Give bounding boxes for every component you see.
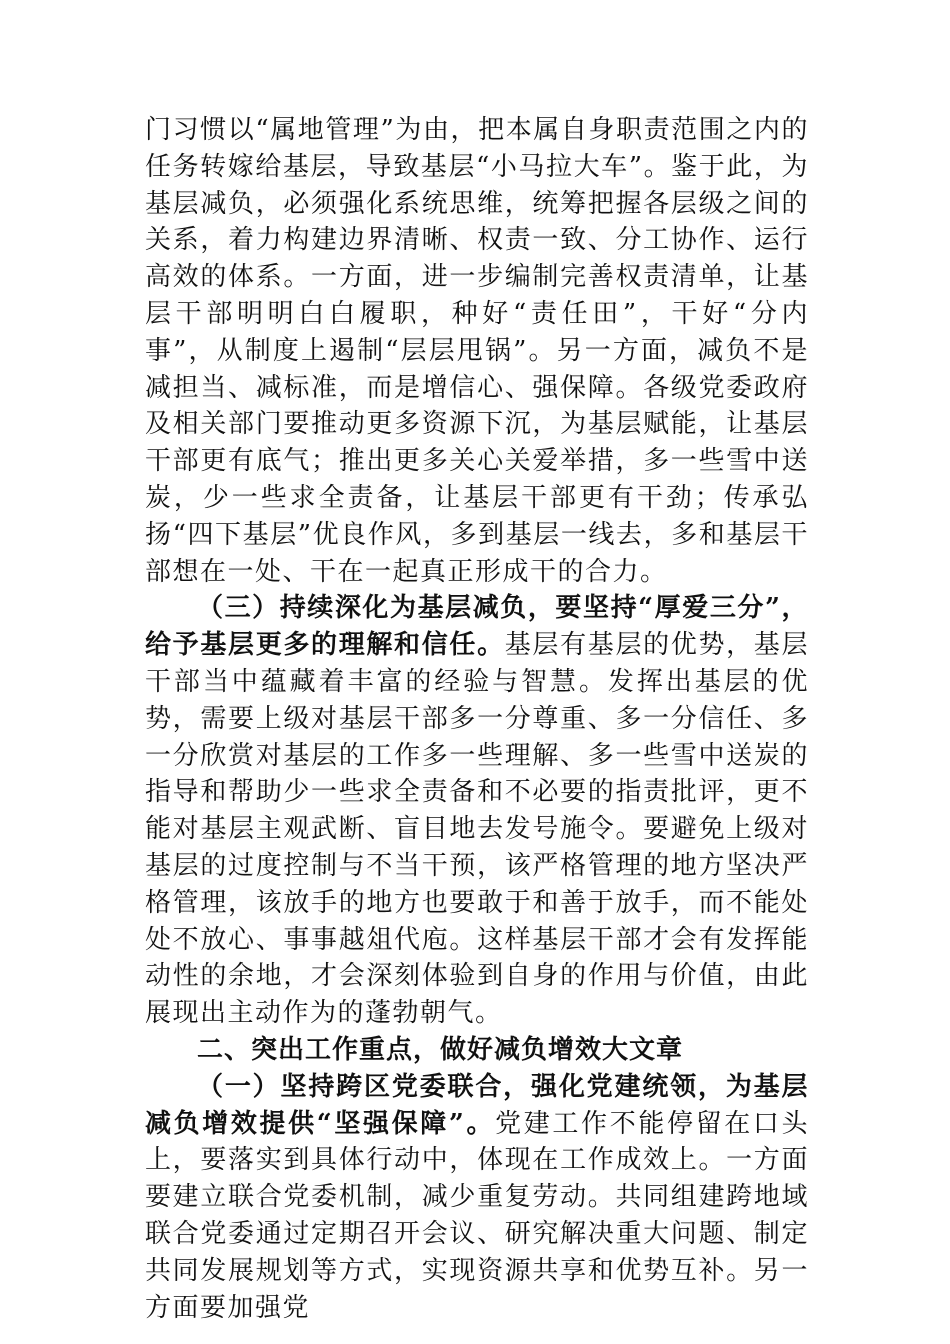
section-lead-one: （一）坚持跨区党委联合，强化党建统领，为基层减负增效提供“坚强保障”。 <box>145 1071 809 1139</box>
body-paragraph-1 <box>145 112 809 590</box>
section-lead-three: （三）持续深化为基层减负，要坚持“厚爱三分”，给予基层更多的理解和信任。 <box>145 593 809 661</box>
body-paragraph-3 <box>145 1069 809 1327</box>
paragraph-text: 基层有基层的优势，基层干部当中蕴藏着丰富的经验与智慧。发挥出基层的优势，需要上级对基层干部多一分尊重、多一分信任、多一分欣赏对基层的工作多一些理解、多一些雪中送炭的指导和帮助少一些求全责备和不必要的指责批评，更不能对基层主观武断、盲目地去发号施令。要避免上级对基层的过度控制与不当干预，该严格管理的地方坚决严格管理，该放手的地方也要敢于和善于放手，而不能处处不放心、事事越俎代庖。这样基层干部才会有发挥能动性的余地，才会深刻体验到自身的作用与价值，由此展现出主动作为的蓬勃朝气。 <box>145 630 809 1029</box>
section-heading-two: 二、突出工作重点，做好减负增效大文章 <box>197 1034 684 1065</box>
paragraph-text: 党建工作不能停留在口头上，要落实到具体行动中，体现在工作成效上。一方面要建立联合党委机制，减少重复劳动。共同组建跨地域联合党委通过定期召开会议、研究解决重大问题、制定共同发展规划等方式，实现资源共享和优势互补。另一方面要加强党 <box>145 1108 809 1323</box>
paragraph-text: 门习惯以“属地管理”为由，把本属自身职责范围之内的任务转嫁给基层，导致基层“小马拉大车”。鉴于此，为基层减负，必须强化系统思维，统筹把握各层级之间的关系，着力构建边界清晰、权责一致、分工协作、运行高效的体系。一方面，进一步编制完善权责清单，让基层干部明明白白履职，种好“责任田”，干好“分内事”，从制度上遏制“层层甩锅”。另一方面，减负不是减担当、减标准，而是增信心、强保障。各级党委政府及相关部门要推动更多资源下沉，为基层赋能，让基层干部更有底气；推出更多关心关爱举措，多一些雪中送炭，少一些求全责备，让基层干部更有干劲；传承弘扬“四下基层”优良作风，多到基层一线去，多和基层干部想在一处、干在一起真正形成干的合力。 <box>145 115 809 587</box>
document-page <box>145 112 809 1326</box>
body-paragraph-2 <box>145 590 809 1032</box>
